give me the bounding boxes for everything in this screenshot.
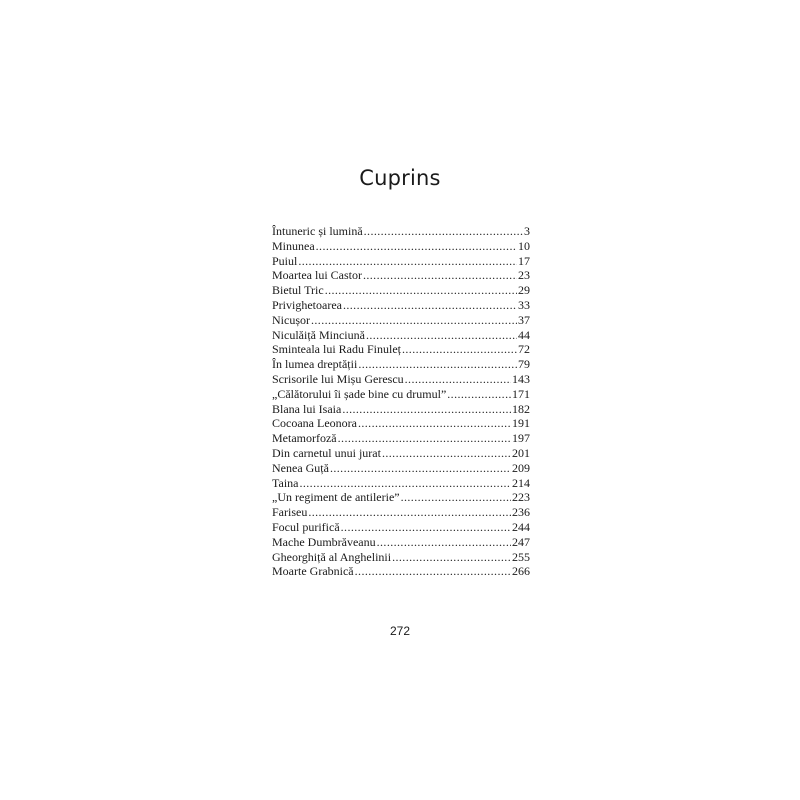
page-number: 272 — [389, 624, 411, 638]
toc-entry-page: 247 — [512, 534, 530, 549]
toc-entry — [272, 461, 530, 476]
toc-entry-page: 209 — [512, 460, 530, 475]
toc-entry — [272, 342, 530, 357]
toc-dot-leader — [325, 283, 517, 298]
toc-entry — [272, 550, 530, 565]
toc-dot-leader — [338, 431, 511, 446]
toc-entry-title: Metamorfoză — [272, 431, 337, 446]
toc-entry-page: 23 — [518, 268, 530, 283]
toc-entry-page: 266 — [512, 564, 530, 579]
toc-entry-page: 10 — [518, 238, 530, 253]
toc-entry-title: Gheorghiță al Anghelinii — [272, 549, 392, 564]
toc-entry-title: Cocoana Leonora — [272, 416, 357, 431]
toc-entry — [272, 298, 530, 313]
toc-dot-leader — [447, 387, 511, 402]
toc-dot-leader — [316, 239, 517, 254]
toc-entry-title: Niculăiță Minciună — [272, 327, 365, 342]
toc-entry — [272, 505, 530, 520]
toc-dot-leader — [382, 446, 511, 461]
toc-dot-leader — [311, 313, 517, 328]
toc-dot-leader — [405, 372, 511, 387]
toc-entry-title: Nenea Guță — [272, 460, 329, 475]
toc-entry — [272, 402, 530, 417]
toc-entry-page: 72 — [518, 342, 530, 357]
toc-entry-page: 214 — [512, 475, 530, 490]
toc-entry-title: Focul purifică — [272, 519, 340, 534]
table-of-contents — [272, 224, 530, 579]
toc-entry-title: Moartea lui Castor — [272, 268, 362, 283]
toc-dot-leader — [402, 342, 517, 357]
toc-entry-title: Taina — [272, 475, 299, 490]
toc-entry — [272, 476, 530, 491]
toc-entry — [272, 268, 530, 283]
toc-dot-leader — [341, 520, 511, 535]
toc-dot-leader — [355, 564, 511, 579]
toc-entry-page: 44 — [518, 327, 530, 342]
toc-dot-leader — [364, 224, 523, 239]
toc-entry-title: Întuneric și lumină — [272, 224, 363, 238]
toc-entry — [272, 239, 530, 254]
toc-entry — [272, 357, 530, 372]
toc-entry-page: 201 — [512, 445, 530, 460]
toc-entry — [272, 372, 530, 387]
toc-entry-page: 143 — [512, 371, 530, 386]
toc-dot-leader — [377, 535, 511, 550]
toc-entry-title: Bietul Tric — [272, 283, 324, 298]
toc-dot-leader — [342, 402, 511, 417]
toc-entry-page: 79 — [518, 357, 530, 372]
page-title: Cuprins — [359, 166, 441, 190]
toc-entry-title: Moarte Grabnică — [272, 564, 354, 579]
toc-dot-leader — [366, 328, 517, 343]
toc-entry-page: 223 — [512, 490, 530, 505]
toc-entry-title: În lumea dreptății — [272, 357, 358, 372]
toc-entry-page: 171 — [512, 386, 530, 401]
toc-dot-leader — [358, 416, 511, 431]
toc-dot-leader — [308, 505, 511, 520]
toc-entry-title: Minunea — [272, 238, 315, 253]
toc-entry — [272, 313, 530, 328]
toc-entry-title: „Un regiment de antilerie” — [272, 490, 400, 505]
toc-entry — [272, 387, 530, 402]
toc-entry-page: 33 — [518, 297, 530, 312]
toc-entry-page: 29 — [518, 283, 530, 298]
toc-entry-title: „Călătorului îi șade bine cu drumul” — [272, 386, 447, 401]
toc-entry-title: Mache Dumbrăveanu — [272, 534, 376, 549]
toc-entry-page: 236 — [512, 505, 530, 520]
toc-entry-page: 17 — [518, 253, 530, 268]
toc-entry — [272, 224, 530, 239]
toc-entry-page: 197 — [512, 431, 530, 446]
toc-entry-page: 37 — [518, 312, 530, 327]
toc-entry-title: Nicușor — [272, 312, 310, 327]
toc-entry — [272, 283, 530, 298]
toc-dot-leader — [392, 550, 511, 565]
toc-dot-leader — [330, 461, 511, 476]
toc-entry — [272, 564, 530, 579]
toc-entry-title: Privighetoarea — [272, 297, 342, 312]
toc-entry-title: Scrisorile lui Mișu Gerescu — [272, 371, 404, 386]
toc-dot-leader — [298, 254, 517, 269]
toc-entry — [272, 446, 530, 461]
toc-entry — [272, 431, 530, 446]
toc-entry-page: 3 — [524, 224, 530, 238]
toc-entry-title: Blana lui Isaia — [272, 401, 342, 416]
toc-dot-leader — [401, 490, 511, 505]
toc-entry-page: 182 — [512, 401, 530, 416]
toc-entry-page: 244 — [512, 519, 530, 534]
toc-dot-leader — [343, 298, 517, 313]
toc-entry-page: 191 — [512, 416, 530, 431]
toc-entry — [272, 535, 530, 550]
toc-entry — [272, 254, 530, 269]
toc-entry — [272, 490, 530, 505]
toc-entry — [272, 520, 530, 535]
toc-entry-page: 255 — [512, 549, 530, 564]
toc-dot-leader — [363, 268, 517, 283]
toc-entry-title: Sminteala lui Radu Finuleț — [272, 342, 401, 357]
toc-entry — [272, 328, 530, 343]
toc-dot-leader — [358, 357, 517, 372]
toc-entry-title: Din carnetul unui jurat — [272, 445, 381, 460]
toc-entry-title: Fariseu — [272, 505, 308, 520]
toc-dot-leader — [299, 476, 511, 491]
toc-entry-title: Puiul — [272, 253, 298, 268]
toc-entry — [272, 416, 530, 431]
